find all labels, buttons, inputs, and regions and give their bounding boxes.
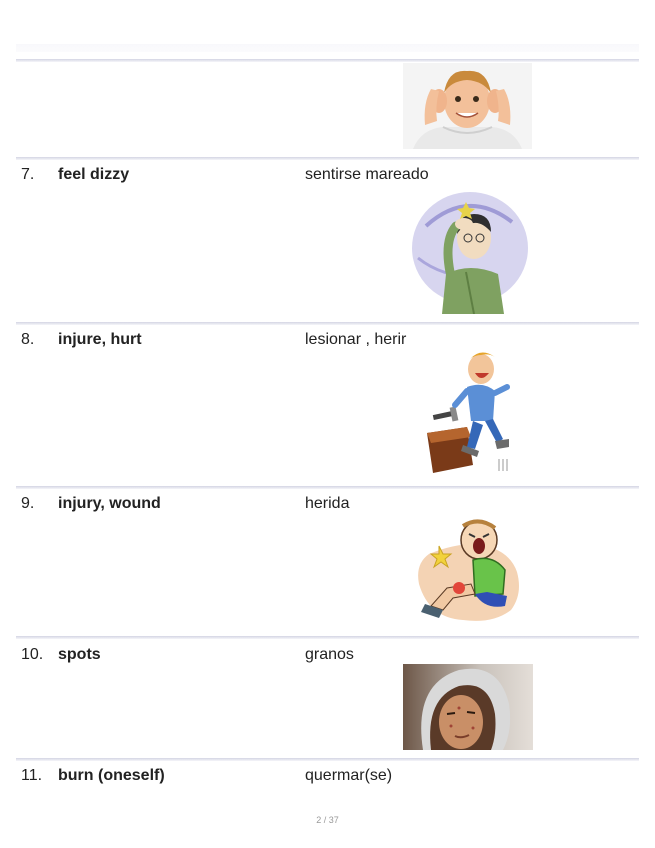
top-band — [16, 44, 639, 52]
item-number: 10. — [21, 646, 44, 663]
spanish-translation: granos — [305, 646, 354, 663]
item-number: 8. — [21, 331, 35, 348]
english-term: injury, wound — [58, 495, 161, 512]
spanish-translation: lesionar , herir — [305, 331, 407, 348]
row-divider — [16, 758, 639, 761]
hurt-man-picture — [423, 347, 515, 474]
spanish-translation: herida — [305, 495, 350, 512]
row-divider — [16, 157, 639, 160]
row-divider — [16, 59, 639, 62]
item-number: 11. — [21, 767, 43, 784]
english-term: injure, hurt — [58, 331, 142, 348]
english-term: feel dizzy — [58, 166, 130, 183]
item-number: 7. — [21, 166, 35, 183]
spanish-translation: quermar(se) — [305, 767, 393, 784]
row-divider — [16, 636, 639, 639]
boy-listening-picture — [403, 63, 532, 149]
item-number: 9. — [21, 495, 35, 512]
row-divider — [16, 486, 639, 489]
crying-child-picture — [413, 514, 525, 626]
english-term: burn (oneself) — [58, 767, 165, 784]
spots-face-picture — [403, 664, 533, 750]
page-number: 2 / 37 — [316, 815, 339, 825]
row-divider — [16, 322, 639, 325]
spanish-translation: sentirse mareado — [305, 166, 429, 183]
english-term: spots — [58, 646, 101, 663]
dizzy-man-picture — [408, 186, 528, 314]
